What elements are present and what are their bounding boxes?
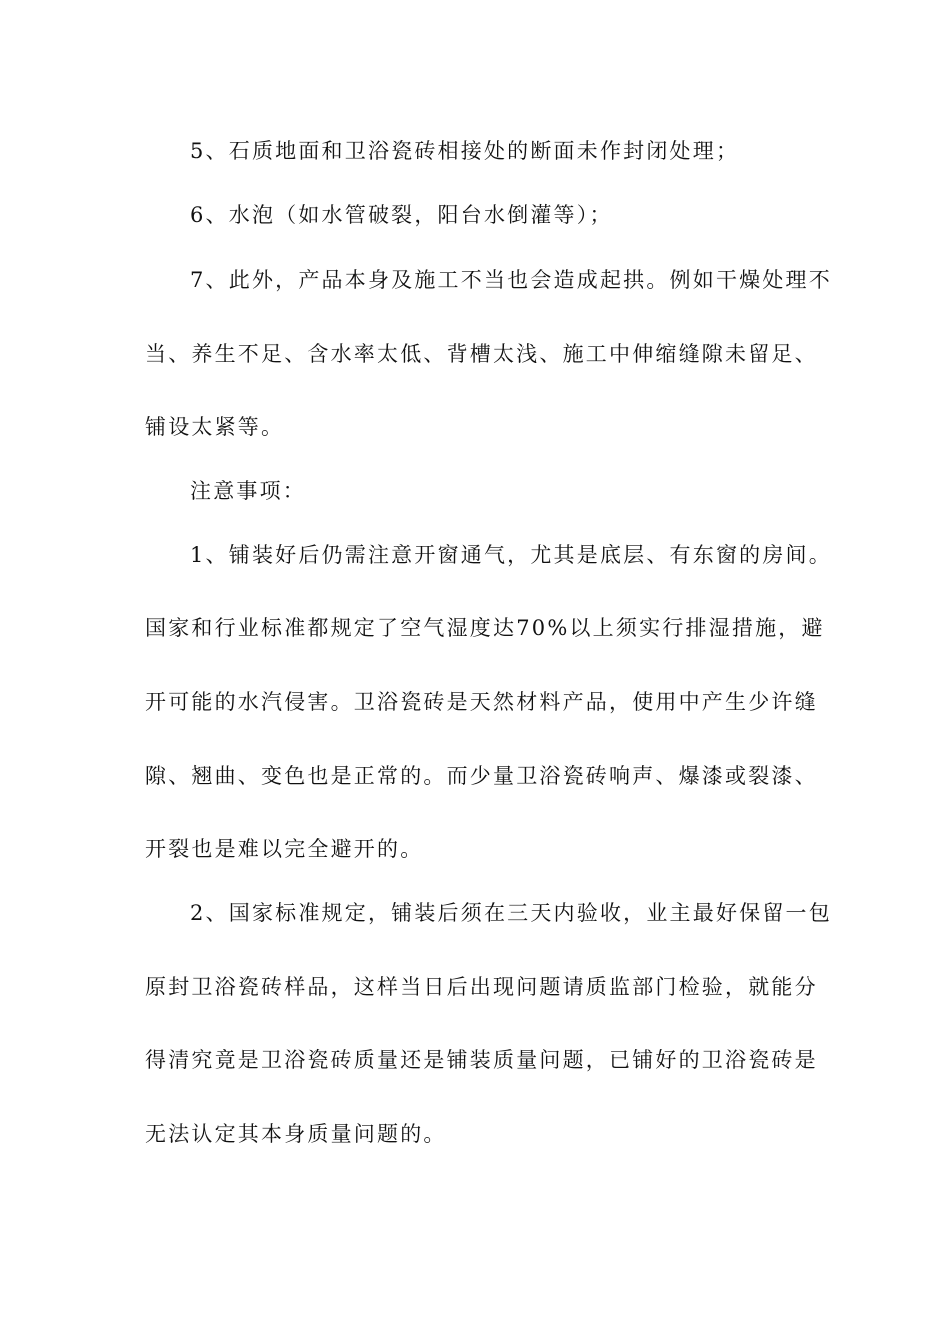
item-7-line-3: 铺设太紧等。 — [145, 415, 285, 439]
note-2-line-3: 得清究竟是卫浴瓷砖质量还是铺装质量问题，已铺好的卫浴瓷砖是 — [145, 1048, 818, 1072]
note-1-line-3: 开可能的水汽侵害。卫浴瓷砖是天然材料产品，使用中产生少许缝 — [145, 690, 818, 714]
item-5-line: 5、石质地面和卫浴瓷砖相接处的断面未作封闭处理； — [190, 139, 740, 163]
note-1-line-1: 1、铺装好后仍需注意开窗通气，尤其是底层、有东窗的房间。 — [190, 543, 832, 567]
note-1-line-4: 隙、翘曲、变色也是正常的。而少量卫浴瓷砖响声、爆漆或裂漆、 — [145, 764, 818, 788]
section-heading-notes: 注意事项： — [190, 479, 306, 503]
note-1-line-2: 国家和行业标准都规定了空气湿度达70%以上须实行排湿措施，避 — [145, 616, 825, 640]
note-2-line-4: 无法认定其本身质量问题的。 — [145, 1122, 447, 1146]
item-7-line-2: 当、养生不足、含水率太低、背槽太浅、施工中伸缩缝隙未留足、 — [145, 342, 818, 366]
note-2-line-1: 2、国家标准规定，铺装后须在三天内验收，业主最好保留一包 — [190, 901, 832, 925]
note-2-line-2: 原封卫浴瓷砖样品，这样当日后出现问题请质监部门检验，就能分 — [145, 975, 818, 999]
item-6-line: 6、水泡（如水管破裂，阳台水倒灌等）； — [190, 203, 613, 227]
item-7-line-1: 7、此外，产品本身及施工不当也会造成起拱。例如干燥处理不 — [190, 268, 832, 292]
note-1-line-5: 开裂也是难以完全避开的。 — [145, 837, 424, 861]
